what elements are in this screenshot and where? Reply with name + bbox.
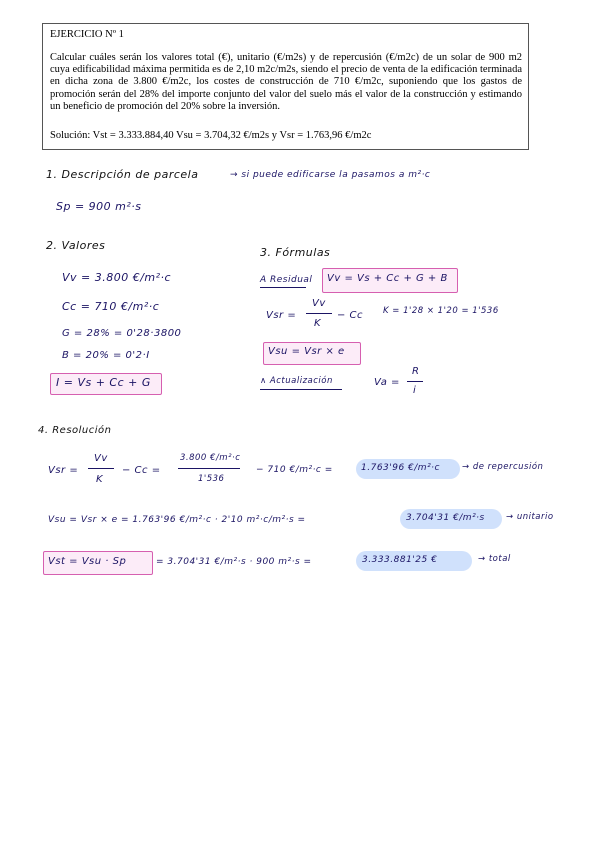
r3-lhs: Vst = Vsu · Sp [48,556,127,567]
section3-heading: 3. Fórmulas [260,246,331,259]
exercise-solution: Solución: Vst = 3.333.884,40 Vsu = 3.704,32 €/m2s y Vsr = 1.763,96 €/m2c [50,130,372,141]
vsr-formula-num: Vv [312,298,326,309]
r1-mid: − Cc = [122,465,161,476]
value-cc: Cc = 710 €/m²·c [62,300,160,313]
r1-lhs: Vsr = [48,465,79,476]
section1-note: → si puede edificarse la pasamos a m²·c [230,170,431,180]
r1-result: 1.763'96 €/m²·c [361,463,440,473]
exercise-statement: Calcular cuáles serán los valores total (€), unitario (€/m2s) y de repercusión (€/m2c) de un solar de 900 m2 cuya edificabilidad máxima permitida es de 2,10 m2c/m2s, siendo el precio de venta de la edificación terminada en dicha zona de 3.800 €/m2c, los costes de construcción de 710 €/m2c, suponiendo que los gastos de promoción serán del 28% del importe conjunto del valor del suelo más el valor de la construcción y estimando un beneficio de promoción del 20% sobre la inversión. [50,52,522,112]
value-vv: Vv = 3.800 €/m²·c [62,271,172,284]
residual-label: A Residual [260,275,313,285]
r1-bar1 [88,468,114,469]
vsr-formula-bar [306,313,332,314]
va-formula-lhs: Va = [374,377,400,388]
exercise-title: EJERCICIO Nº 1 [50,29,124,40]
vsr-formula-lhs: Vsr = [266,310,297,321]
section2-heading: 2. Valores [46,239,106,252]
section1-sp: Sp = 900 m²·s [56,200,142,213]
r1-den1: K [96,474,104,485]
r2-result: 3.704'31 €/m²·s [406,513,485,523]
section4-heading: 4. Resolución [38,425,112,436]
actualizacion-underline [260,389,342,390]
exercise-box [42,23,529,150]
r1-note: → de repercusión [462,462,544,472]
value-b: B = 20% = 0'2·I [62,350,150,361]
value-i: I = Vs + Cc + G [56,376,151,389]
r1-bar2 [178,468,240,469]
r1-num2: 3.800 €/m²·c [180,453,241,463]
r1-tail: − 710 €/m²·c = [256,465,333,475]
r2-note: → unitario [506,512,554,522]
va-formula-num: R [412,366,420,377]
va-formula-den: i [413,385,417,396]
vsr-formula-den: K [314,318,322,329]
r1-den2: 1'536 [198,474,225,484]
r2-text: Vsu = Vsr × e = 1.763'96 €/m²·c · 2'10 m²·c/m²·s = [48,515,306,525]
k-formula: K = 1'28 × 1'20 = 1'536 [383,306,499,316]
va-formula-bar [407,381,423,382]
vsr-formula-tail: − Cc [337,310,364,321]
r3-text: = 3.704'31 €/m²·s · 900 m²·s = [156,557,312,567]
section1-heading: 1. Descripción de parcela [46,168,199,181]
r3-result: 3.333.881'25 € [362,555,438,565]
vsu-formula: Vsu = Vsr × e [268,346,345,357]
residual-underline [260,287,306,288]
actualizacion-label: ∧ Actualización [260,376,333,386]
residual-formula: Vv = Vs + Cc + G + B [327,273,448,284]
r3-note: → total [478,554,511,564]
r1-num1: Vv [94,453,108,464]
value-g: G = 28% = 0'28·3800 [62,328,182,339]
